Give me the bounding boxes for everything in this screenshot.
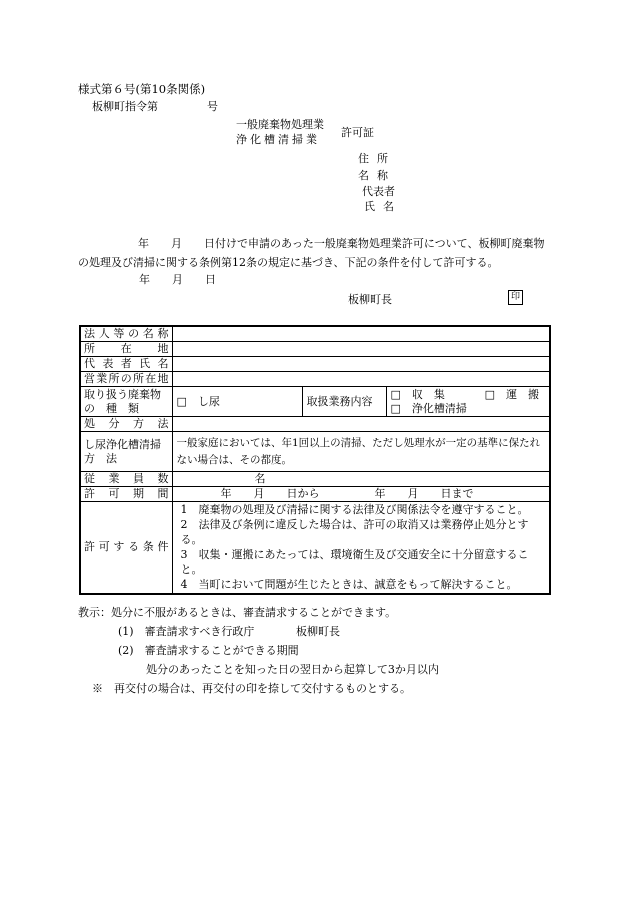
name-label: 名称: [358, 169, 396, 182]
condition-item: 2 法律及び条例に違反した場合は、許可の取消又は業務停止処分とする。: [180, 518, 529, 547]
table-row: [80, 472, 550, 487]
address-label: 住所: [358, 152, 396, 165]
table-row: [80, 342, 550, 357]
mayor-title: 板柳町長: [348, 293, 392, 306]
conditions-label: 許 可 す る 条 件: [80, 502, 172, 594]
table-row: [80, 502, 550, 594]
form-number: 様式第６号(第10条関係): [78, 82, 206, 96]
service-clean-checkbox[interactable]: □ 浄化槽清掃: [390, 401, 467, 415]
issue-date: 年 月 日: [139, 273, 216, 286]
permit-period-label: 許 可 期 間: [80, 487, 172, 502]
septic-method-label: し尿浄化槽清掃 方 法: [80, 432, 172, 472]
conditions-list: [172, 502, 550, 594]
waste-kind-option: □ し尿: [172, 387, 302, 417]
certificate-number-suffix: 号: [207, 100, 218, 113]
condition-item: 1 廃棄物の処理及び清掃に関する法律及び関係法令を遵守すること。: [180, 503, 529, 517]
appeal-authority-value: 板柳町長: [296, 625, 340, 638]
table-row: [80, 357, 550, 372]
waste-kind-label: 取り扱う廃棄物 の 種 類: [80, 387, 172, 417]
condition-item: 4 当町において問題が生じたときは、誠意をもって解決すること。: [180, 578, 518, 592]
service-label: 取扱業務内容: [302, 387, 386, 417]
service-collect-checkbox[interactable]: □ 収 集: [390, 387, 445, 401]
staff-count-value: 名: [172, 472, 550, 487]
corp-name-label: 法 人 等 の 名 称: [80, 326, 172, 342]
staff-count-label: 従 業 員 数: [80, 472, 172, 487]
reissue-note: ※ 再交付の場合は、再交付の印を捺して交付するものとする。: [92, 682, 411, 695]
representative-name-label: 氏名: [364, 200, 402, 213]
septic-method-value: 一般家庭においては、年1回以上の清掃、ただし処理水が一定の基準に保たれない場合は、その都度。: [172, 432, 550, 472]
table-row: [80, 326, 550, 342]
condition-item: 3 収集・運搬にあたっては、環境衛生及び交通安全に十分留意すること。: [180, 548, 529, 577]
business-type-line2: 浄化槽清掃業: [236, 133, 320, 146]
appeal-notice-title: 教示：処分に不服があるときは、審査請求することができます。: [78, 606, 397, 619]
permit-certificate-title: 許可証: [341, 126, 374, 139]
office-location-value: [172, 372, 550, 387]
business-type-line1: 一般廃棄物処理業: [236, 118, 324, 131]
corp-name-value: [172, 326, 550, 342]
table-row: [80, 387, 550, 417]
appeal-period-value: 処分のあったことを知った日の翌日から起算して3か月以内: [146, 663, 439, 676]
office-location-label: 営 業 所 の 所 在 地: [80, 372, 172, 387]
table-row: [80, 372, 550, 387]
seal-stamp: 印: [508, 290, 523, 305]
representative-label: 代表者: [362, 185, 395, 198]
table-row: [80, 487, 550, 502]
certificate-number-label: 板柳町指令第: [92, 100, 158, 113]
table-row: [80, 417, 550, 432]
appeal-period-label: (2) 審査請求することができる期間: [118, 644, 299, 657]
permit-period-value: 年 月 日から 年 月 日まで: [172, 487, 550, 502]
location-label: 所 在 地: [80, 342, 172, 357]
rep-name-value: [172, 357, 550, 372]
location-value: [172, 342, 550, 357]
disposal-method-label: 処 分 方 法: [80, 417, 172, 432]
permit-body-text: [78, 234, 548, 272]
permit-details-table: [79, 325, 551, 595]
appeal-authority-label: (1) 審査請求すべき行政庁: [118, 625, 255, 638]
permit-body-sentence: 年 月 日付けで申請のあった一般廃棄物処理業許可について、板柳町廃棄物の処理及び清掃に関する条例第12条の規定に基づき、下記の条件を付して許可する。: [78, 237, 545, 269]
service-transport-checkbox[interactable]: □ 運 搬: [484, 387, 539, 401]
disposal-method-value: [172, 417, 550, 432]
service-options: [386, 387, 550, 417]
table-row: [80, 432, 550, 472]
rep-name-label: 代 表 者 氏 名: [80, 357, 172, 372]
